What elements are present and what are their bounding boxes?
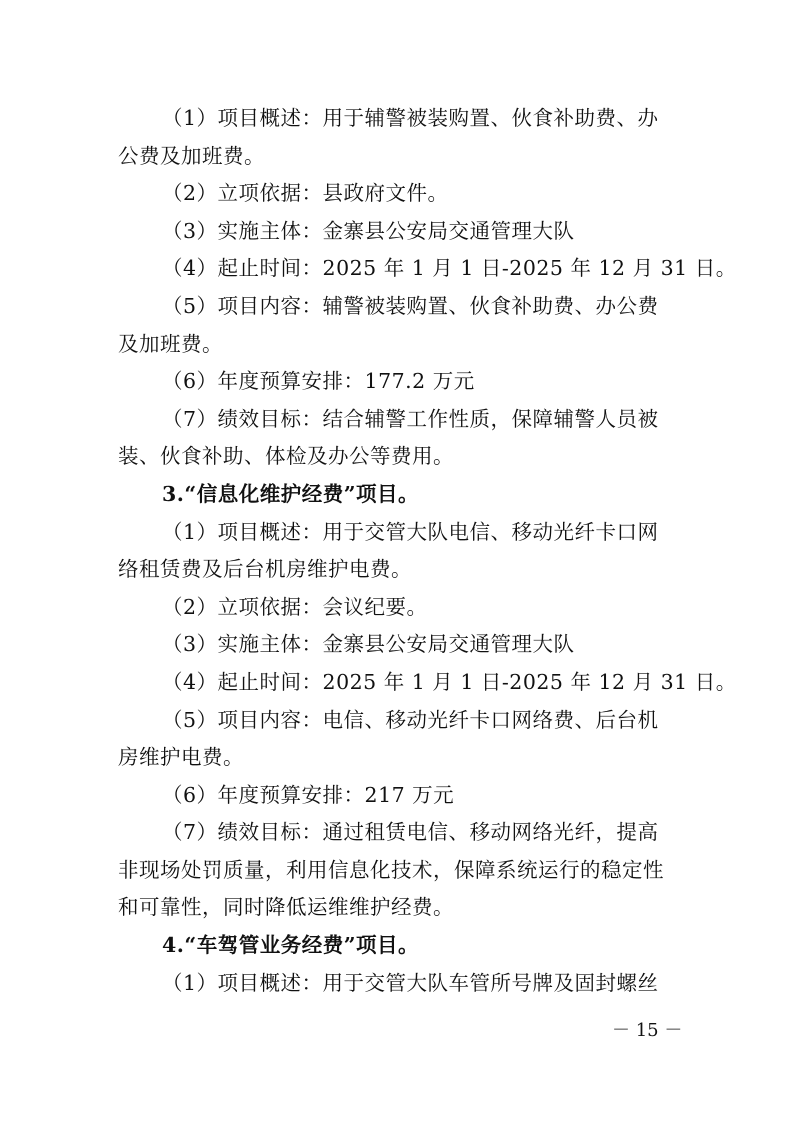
section-heading: 4.“车驾管业务经费”项目。 xyxy=(162,933,419,958)
text-line: （5）项目内容：电信、移动光纤卡口网络费、后台机 xyxy=(162,707,659,732)
body-text xyxy=(118,100,737,1002)
text-line: 络租赁费及后台机房维护电费。 xyxy=(118,557,412,582)
text-line: （5）项目内容：辅警被装购置、伙食补助费、办公费 xyxy=(162,293,659,318)
text-line: 和可靠性，同时降低运维维护经费。 xyxy=(118,895,454,920)
text-line: （2）立项依据：县政府文件。 xyxy=(162,181,449,206)
text-line: （3）实施主体：金寨县公安局交通管理大队 xyxy=(162,632,575,657)
text-line: （2）立项依据：会议纪要。 xyxy=(162,594,428,619)
text-line: 非现场处罚质量，利用信息化技术，保障系统运行的稳定性 xyxy=(118,857,664,882)
text-line: （3）实施主体：金寨县公安局交通管理大队 xyxy=(162,218,575,243)
page-number: － 15 － xyxy=(612,1020,683,1041)
text-line: （1）项目概述：用于交管大队车管所号牌及固封螺丝 xyxy=(162,970,659,995)
section-heading: 3.“信息化维护经费”项目。 xyxy=(162,481,419,506)
text-line: （6）年度预算安排：217 万元 xyxy=(162,782,455,807)
text-line: （7）绩效目标：通过租赁电信、移动网络光纤，提高 xyxy=(162,820,659,845)
text-line: （4）起止时间：2025 年 1 月 1 日-2025 年 12 月 31 日。 xyxy=(162,256,737,281)
text-line: 及加班费。 xyxy=(118,331,223,356)
text-line: 装、伙食补助、体检及办公等费用。 xyxy=(118,444,454,469)
text-line: （6）年度预算安排：177.2 万元 xyxy=(162,369,475,394)
text-line: （1）项目概述：用于交管大队电信、移动光纤卡口网 xyxy=(162,519,659,544)
text-line: 公费及加班费。 xyxy=(118,143,265,168)
text-line: （4）起止时间：2025 年 1 月 1 日-2025 年 12 月 31 日。 xyxy=(162,669,737,694)
text-line: （1）项目概述：用于辅警被装购置、伙食补助费、办 xyxy=(162,106,659,130)
text-line: （7）绩效目标：结合辅警工作性质，保障辅警人员被 xyxy=(162,406,659,431)
text-line: 房维护电费。 xyxy=(118,745,244,770)
